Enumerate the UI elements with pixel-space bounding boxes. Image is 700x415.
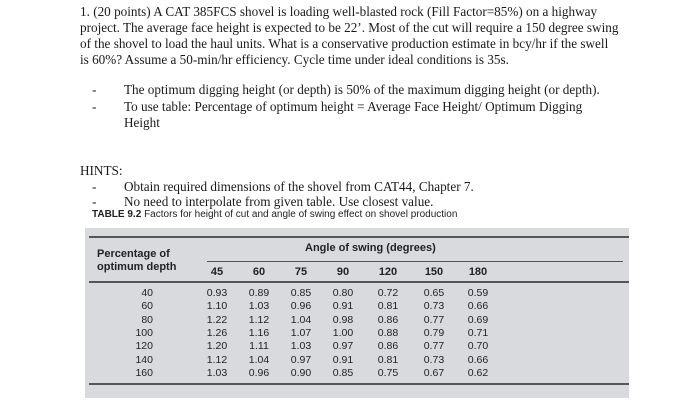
column-header-45: 45 — [210, 266, 224, 278]
column-header-60: 60 — [252, 266, 266, 278]
table-cell: 1.03 — [290, 340, 312, 353]
table-cell: 1.04 — [290, 313, 312, 326]
table-cell: 1.03 — [248, 300, 270, 313]
table-cell: 0.85 — [332, 366, 354, 379]
bullet-item — [92, 99, 612, 131]
bullet-text: To use table: Percentage of optimum height = Average Face Height/ Optimum Digging Height — [124, 99, 583, 130]
row-label: 40 — [141, 287, 153, 299]
angle-header-rule — [207, 261, 623, 262]
table-cell: 0.91 — [332, 300, 354, 313]
table-cell: 1.22 — [206, 313, 228, 326]
table-cell: 0.97 — [332, 340, 354, 353]
table-cell: 0.70 — [467, 340, 489, 353]
table-cell: 0.66 — [467, 300, 489, 313]
table-cell: 1.04 — [248, 353, 270, 366]
table-cell: 0.80 — [332, 287, 354, 299]
table-caption-text: Factors for height of cut and angle of swing effect on shovel production — [144, 209, 458, 220]
table-cell: 1.03 — [206, 366, 228, 379]
table-caption — [92, 209, 622, 220]
row-label: 120 — [135, 340, 153, 353]
table-cell: 1.07 — [290, 326, 312, 339]
bullet-list — [92, 82, 612, 132]
hint-item — [92, 179, 612, 194]
hint-text: No need to interpolate from given table. Use closest value. — [124, 194, 434, 209]
table-rule-bot — [89, 383, 629, 385]
table-cell: 0.65 — [423, 287, 445, 299]
table-cell: 1.11 — [249, 340, 269, 353]
table-cell: 0.98 — [332, 313, 354, 326]
hint-item — [92, 194, 612, 209]
table-cell: 0.93 — [206, 287, 228, 299]
table-cell: 0.91 — [332, 353, 354, 366]
row-label: 140 — [135, 353, 153, 366]
angle-header: Angle of swing (degrees) — [305, 242, 436, 254]
hints-title: HINTS: — [80, 163, 123, 178]
table-cell: 1.16 — [248, 326, 270, 339]
table-cell: 0.69 — [467, 313, 489, 326]
table-rule-mid — [89, 281, 629, 283]
table-cell: 0.86 — [377, 340, 399, 353]
bullet-item — [92, 82, 612, 98]
table-cell: 1.12 — [248, 313, 270, 326]
table-cell: 0.71 — [467, 326, 489, 339]
table-cell: 0.79 — [423, 326, 445, 339]
table-cell: 0.77 — [423, 340, 445, 353]
table-cell: 0.97 — [290, 353, 312, 366]
row-header-line: optimum depth — [97, 261, 177, 273]
column-header-75: 75 — [294, 266, 308, 278]
bullet-text: The optimum digging height (or depth) is 50% of the maximum digging height (or depth). — [124, 82, 600, 97]
hints-list — [92, 179, 612, 209]
row-label: 100 — [135, 326, 153, 339]
row-label: 60 — [141, 300, 153, 313]
bullet-marker: - — [92, 99, 97, 114]
factors-table — [85, 228, 629, 398]
row-header — [97, 248, 176, 274]
table-cell: 0.89 — [248, 287, 270, 299]
table-cell: 0.77 — [423, 313, 445, 326]
table-rule-top — [89, 236, 629, 238]
table-cell: 0.81 — [377, 300, 399, 313]
row-header-line: Percentage of — [97, 248, 170, 260]
table-cell: 0.59 — [467, 287, 489, 299]
table-cell: 1.00 — [332, 326, 354, 339]
table-cell: 1.12 — [206, 353, 228, 366]
table-cell: 1.26 — [206, 326, 228, 339]
table-cell: 0.90 — [290, 366, 312, 379]
row-label: 160 — [135, 366, 153, 379]
question-text: 1. (20 points) A CAT 385FCS shovel is loading well-blasted rock (Fill Factor=85%) on a highway project. The average face height is expected to be 22’. Most of the cut will require a 150 degree swing of the shovel to load the haul units. What is a conservative production estimate in bcy/hr if the swell is 60%? Assume a 50-min/hr efficiency. Cycle time under ideal conditions is 35s. — [80, 4, 619, 67]
table-cell: 0.67 — [423, 366, 445, 379]
table-cell: 0.73 — [423, 300, 445, 313]
table-cell: 1.10 — [206, 300, 228, 313]
table-cell: 0.73 — [423, 353, 445, 366]
row-label: 80 — [141, 313, 153, 326]
column-header-150: 150 — [424, 266, 444, 278]
table-cell: 0.66 — [467, 353, 489, 366]
table-cell: 0.62 — [467, 366, 489, 379]
table-cell: 1.20 — [206, 340, 228, 353]
hint-text: Obtain required dimensions of the shovel from CAT44, Chapter 7. — [124, 179, 474, 194]
table-cell: 0.81 — [377, 353, 399, 366]
bullet-marker: - — [92, 194, 97, 209]
column-header-90: 90 — [336, 266, 350, 278]
table-cell: 0.88 — [377, 326, 399, 339]
table-cell: 0.85 — [290, 287, 312, 299]
bullet-marker: - — [92, 82, 97, 97]
bullet-marker: - — [92, 179, 97, 194]
table-cell: 0.72 — [377, 287, 399, 299]
table-cell: 0.96 — [290, 300, 312, 313]
table-label: TABLE 9.2 — [92, 209, 142, 220]
table-cell: 0.75 — [377, 366, 399, 379]
table-cell: 0.96 — [248, 366, 270, 379]
column-header-180: 180 — [468, 266, 488, 278]
table-cell: 0.86 — [377, 313, 399, 326]
column-header-120: 120 — [378, 266, 398, 278]
